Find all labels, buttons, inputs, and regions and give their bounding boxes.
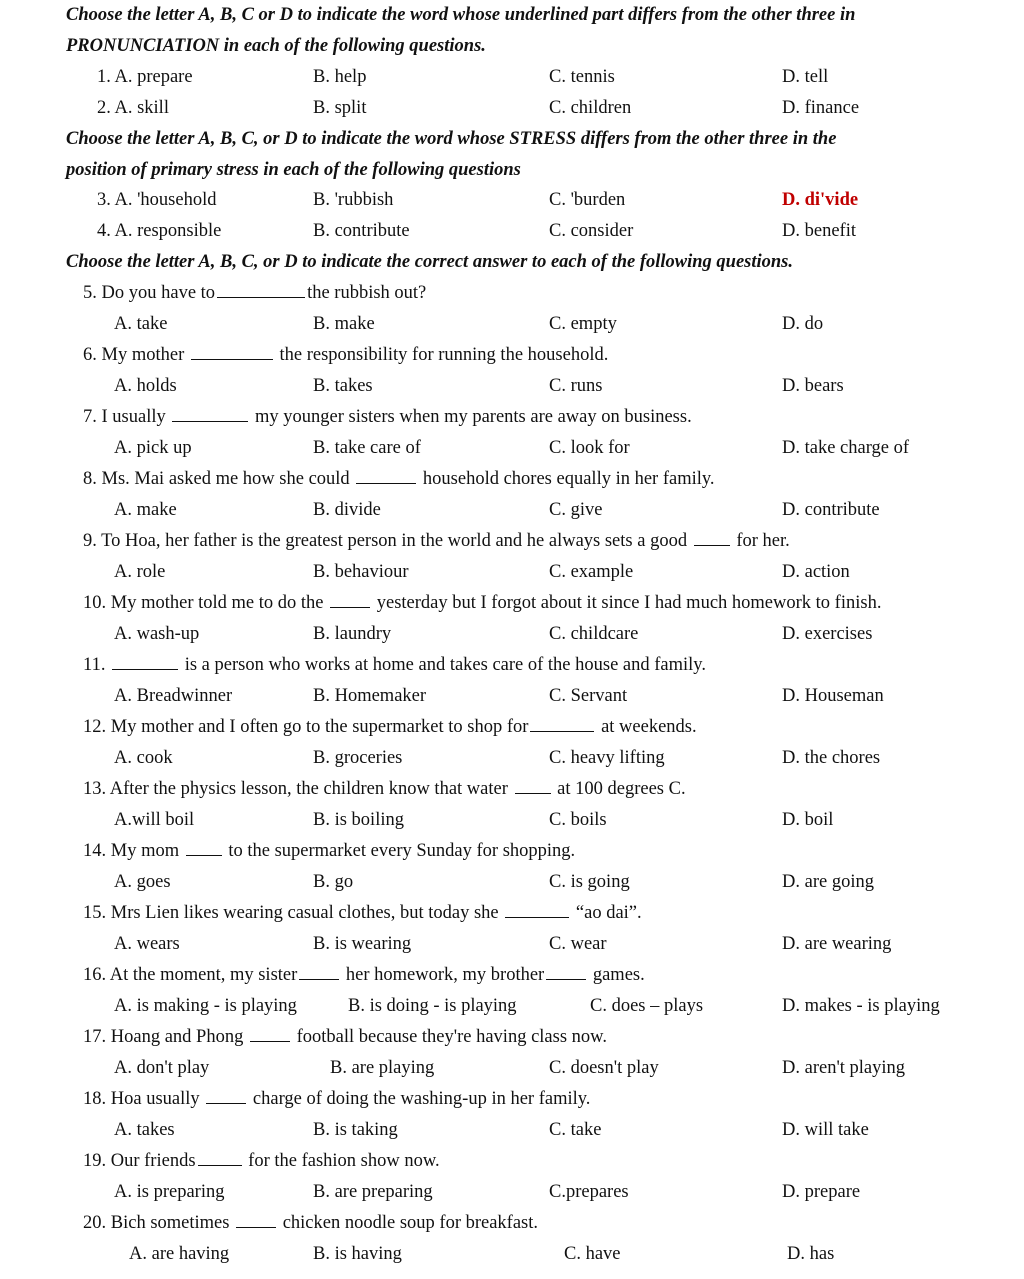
q18-text-after: charge of doing the washing-up in her family.: [252, 1089, 591, 1109]
q9-text-after: for her.: [736, 531, 790, 551]
q17-option-a: A. don't play: [114, 1058, 210, 1078]
q19-text-before: 19. Our friends: [83, 1151, 196, 1171]
q19-text-after: for the fashion show now.: [248, 1151, 440, 1171]
question-13-options: [0, 805, 1024, 836]
q18-text-before: 18. Hoa usually: [83, 1089, 200, 1109]
q6-option-c: C. runs: [549, 376, 603, 396]
q15-blank: [505, 901, 569, 918]
q6-option-a: A. holds: [114, 376, 177, 396]
q14-text-after: to the supermarket every Sunday for shopping.: [228, 841, 576, 861]
q16-option-d: D. makes - is playing: [782, 996, 940, 1016]
question-19-options: [0, 1177, 1024, 1208]
q2-option-d: D. finance: [782, 98, 860, 118]
q9-option-a: A. role: [114, 562, 166, 582]
q11-option-a: A. Breadwinner: [114, 686, 233, 706]
q11-option-b: B. Homemaker: [313, 686, 427, 706]
q17-text-before: 17. Hoang and Phong: [83, 1027, 244, 1047]
q18-option-a: A. takes: [114, 1120, 175, 1140]
q8-option-d: D. contribute: [782, 500, 880, 520]
q5-text-before: 5. Do you have to: [83, 283, 216, 303]
q8-text-before: 8. Ms. Mai asked me how she could: [83, 469, 350, 489]
q7-blank: [172, 405, 248, 422]
question-17-options: [0, 1053, 1024, 1084]
q13-option-c: C. boils: [549, 810, 607, 830]
q16-blank-1: [299, 963, 339, 980]
question-5-options: [0, 309, 1024, 340]
q5-blank: [217, 281, 305, 298]
q7-text-after: my younger sisters when my parents are away on business.: [254, 407, 692, 427]
q16-text-middle: her homework, my brother: [345, 965, 545, 985]
q14-option-a: A. goes: [114, 872, 171, 892]
q5-option-d: D. do: [782, 314, 824, 334]
q1-option-c: C. tennis: [549, 67, 615, 87]
q4-option-c: C. consider: [549, 221, 634, 241]
section2-instruction-line2: position of primary stress in each of the following questions: [66, 160, 521, 180]
q10-text-after: yesterday but I forgot about it since I had much homework to finish.: [376, 593, 882, 613]
q12-option-d: D. the chores: [782, 748, 881, 768]
q6-text-before: 6. My mother: [83, 345, 185, 365]
q14-text-before: 14. My mom: [83, 841, 180, 861]
q1-option-b: B. help: [313, 67, 367, 87]
q9-blank: [694, 529, 730, 546]
q10-option-d: D. exercises: [782, 624, 873, 644]
q8-option-c: C. give: [549, 500, 603, 520]
q18-option-c: C. take: [549, 1120, 602, 1140]
question-4-options: [0, 216, 1024, 247]
q14-option-b: B. go: [313, 872, 354, 892]
q9-option-d: D. action: [782, 562, 850, 582]
q2-option-b: B. split: [313, 98, 367, 118]
q7-option-d: D. take charge of: [782, 438, 910, 458]
q7-option-a: A. pick up: [114, 438, 192, 458]
q8-blank: [356, 467, 416, 484]
q20-option-c: C. have: [564, 1244, 621, 1264]
question-5-stem: [83, 278, 1018, 309]
question-6-stem: [83, 340, 1018, 371]
section2-instruction-line1: Choose the letter A, B, C, or D to indicate the word whose STRESS differs from the other three in the: [66, 129, 837, 149]
q18-option-d: D. will take: [782, 1120, 869, 1140]
q12-option-c: C. heavy lifting: [549, 748, 665, 768]
q16-option-c: C. does – plays: [590, 996, 704, 1016]
q15-option-d: D. are wearing: [782, 934, 892, 954]
question-14-options: [0, 867, 1024, 898]
q12-text-after: at weekends.: [601, 717, 697, 737]
q7-text-before: 7. I usually: [83, 407, 166, 427]
question-15-stem: [83, 898, 1018, 929]
question-18-options: [0, 1115, 1024, 1146]
q13-text-before: 13. After the physics lesson, the children know that water: [83, 779, 508, 799]
q8-text-after: household chores equally in her family.: [422, 469, 715, 489]
q3-option-c: C. 'burden: [549, 190, 626, 210]
q10-text-before: 10. My mother told me to do the: [83, 593, 324, 613]
question-2-options: [0, 93, 1024, 124]
question-12-stem: [83, 712, 1018, 743]
q20-text-before: 20. Bich sometimes: [83, 1213, 230, 1233]
q10-option-c: C. childcare: [549, 624, 639, 644]
question-14-stem: [83, 836, 1018, 867]
q5-option-a: A. take: [114, 314, 168, 334]
q7-option-b: B. take care of: [313, 438, 421, 458]
q15-option-a: A. wears: [114, 934, 180, 954]
q19-option-b: B. are preparing: [313, 1182, 433, 1202]
question-11-stem: [83, 650, 1018, 681]
question-9-stem: [83, 526, 1018, 557]
q1-option-a: 1. A. prepare: [97, 67, 193, 87]
q14-option-d: D. are going: [782, 872, 874, 892]
q10-option-b: B. laundry: [313, 624, 392, 644]
q15-option-b: B. is wearing: [313, 934, 412, 954]
q12-text-before: 12. My mother and I often go to the supermarket to shop for: [83, 717, 529, 737]
q16-blank-2: [546, 963, 586, 980]
q17-option-c: C. doesn't play: [549, 1058, 659, 1078]
q3-option-d-highlighted: D. di'vide: [782, 190, 859, 210]
q10-option-a: A. wash-up: [114, 624, 200, 644]
q15-option-c: C. wear: [549, 934, 607, 954]
q10-blank: [330, 591, 370, 608]
question-8-stem: [83, 464, 1018, 495]
q2-option-c: C. children: [549, 98, 632, 118]
q12-option-b: B. groceries: [313, 748, 403, 768]
question-13-stem: [83, 774, 1018, 805]
q18-blank: [206, 1087, 246, 1104]
q9-text-before: 9. To Hoa, her father is the greatest person in the world and he always sets a good: [83, 531, 688, 551]
q8-option-b: B. divide: [313, 500, 381, 520]
section1-instruction-line2: PRONUNCIATION in each of the following questions.: [66, 36, 486, 56]
q15-text-before: 15. Mrs Lien likes wearing casual clothes, but today she: [83, 903, 499, 923]
q9-option-c: C. example: [549, 562, 634, 582]
q17-text-after: football because they're having class now.: [296, 1027, 607, 1047]
q5-text-after: the rubbish out?: [307, 283, 427, 303]
q11-blank: [112, 653, 178, 670]
question-15-options: [0, 929, 1024, 960]
q16-option-a: A. is making - is playing: [114, 996, 297, 1016]
question-10-options: [0, 619, 1024, 650]
q12-blank: [530, 715, 594, 732]
section1-instruction-line1: Choose the letter A, B, C or D to indicate the word whose underlined part differs from the other three in: [66, 5, 856, 25]
question-3-options: [0, 185, 1024, 216]
q13-option-a: A.will boil: [114, 810, 195, 830]
q11-text-before: 11.: [83, 655, 106, 675]
question-11-options: [0, 681, 1024, 712]
question-1-options: [0, 62, 1024, 93]
q19-option-d: D. prepare: [782, 1182, 861, 1202]
question-7-options: [0, 433, 1024, 464]
q11-option-d: D. Houseman: [782, 686, 884, 706]
q3-option-a: 3. A. 'household: [97, 190, 217, 210]
question-17-stem: [83, 1022, 1018, 1053]
question-18-stem: [83, 1084, 1018, 1115]
question-7-stem: [83, 402, 1018, 433]
q11-text-after: is a person who works at home and takes care of the house and family.: [184, 655, 706, 675]
q6-option-d: D. bears: [782, 376, 844, 396]
q4-option-d: D. benefit: [782, 221, 856, 241]
q4-option-b: B. contribute: [313, 221, 410, 241]
q19-blank: [198, 1149, 242, 1166]
question-19-stem: [83, 1146, 1018, 1177]
q5-option-c: C. empty: [549, 314, 617, 334]
q13-blank: [515, 777, 551, 794]
q18-option-b: B. is taking: [313, 1120, 398, 1140]
q7-option-c: C. look for: [549, 438, 630, 458]
question-12-options: [0, 743, 1024, 774]
q19-option-c: C.prepares: [549, 1182, 629, 1202]
q4-option-a: 4. A. responsible: [97, 221, 222, 241]
q19-option-a: A. is preparing: [114, 1182, 225, 1202]
q8-option-a: A. make: [114, 500, 177, 520]
q17-option-d: D. aren't playing: [782, 1058, 906, 1078]
question-9-options: [0, 557, 1024, 588]
question-6-options: [0, 371, 1024, 402]
q13-text-after: at 100 degrees C.: [557, 779, 686, 799]
question-20-stem: [83, 1208, 1018, 1239]
q20-option-a: A. are having: [129, 1244, 230, 1264]
q3-option-b: B. 'rubbish: [313, 190, 394, 210]
q14-blank: [186, 839, 222, 856]
q20-option-b: B. is having: [313, 1244, 402, 1264]
section3-instruction: Choose the letter A, B, C, or D to indicate the correct answer to each of the following questions.: [66, 252, 794, 272]
q15-text-after: “ao dai”.: [575, 903, 642, 923]
q2-option-a: 2. A. skill: [97, 98, 169, 118]
q16-option-b: B. is doing - is playing: [348, 996, 517, 1016]
question-20-options: [0, 1239, 1024, 1270]
q1-option-d: D. tell: [782, 67, 829, 87]
question-8-options: [0, 495, 1024, 526]
q12-option-a: A. cook: [114, 748, 173, 768]
q17-blank: [250, 1025, 290, 1042]
q5-option-b: B. make: [313, 314, 375, 334]
q13-option-b: B. is boiling: [313, 810, 404, 830]
q20-blank: [236, 1211, 276, 1228]
q20-text-after: chicken noodle soup for breakfast.: [282, 1213, 539, 1233]
q6-blank: [191, 343, 273, 360]
q13-option-d: D. boil: [782, 810, 834, 830]
question-10-stem: [83, 588, 1018, 619]
q6-option-b: B. takes: [313, 376, 373, 396]
question-16-stem: [83, 960, 1018, 991]
question-16-options: [0, 991, 1024, 1022]
q20-option-d: D. has: [787, 1244, 835, 1264]
q6-text-after: the responsibility for running the household.: [279, 345, 609, 365]
q11-option-c: C. Servant: [549, 686, 628, 706]
q16-text-before: 16. At the moment, my sister: [83, 965, 298, 985]
q14-option-c: C. is going: [549, 872, 630, 892]
q9-option-b: B. behaviour: [313, 562, 409, 582]
q17-option-b: B. are playing: [330, 1058, 435, 1078]
q16-text-after: games.: [592, 965, 645, 985]
